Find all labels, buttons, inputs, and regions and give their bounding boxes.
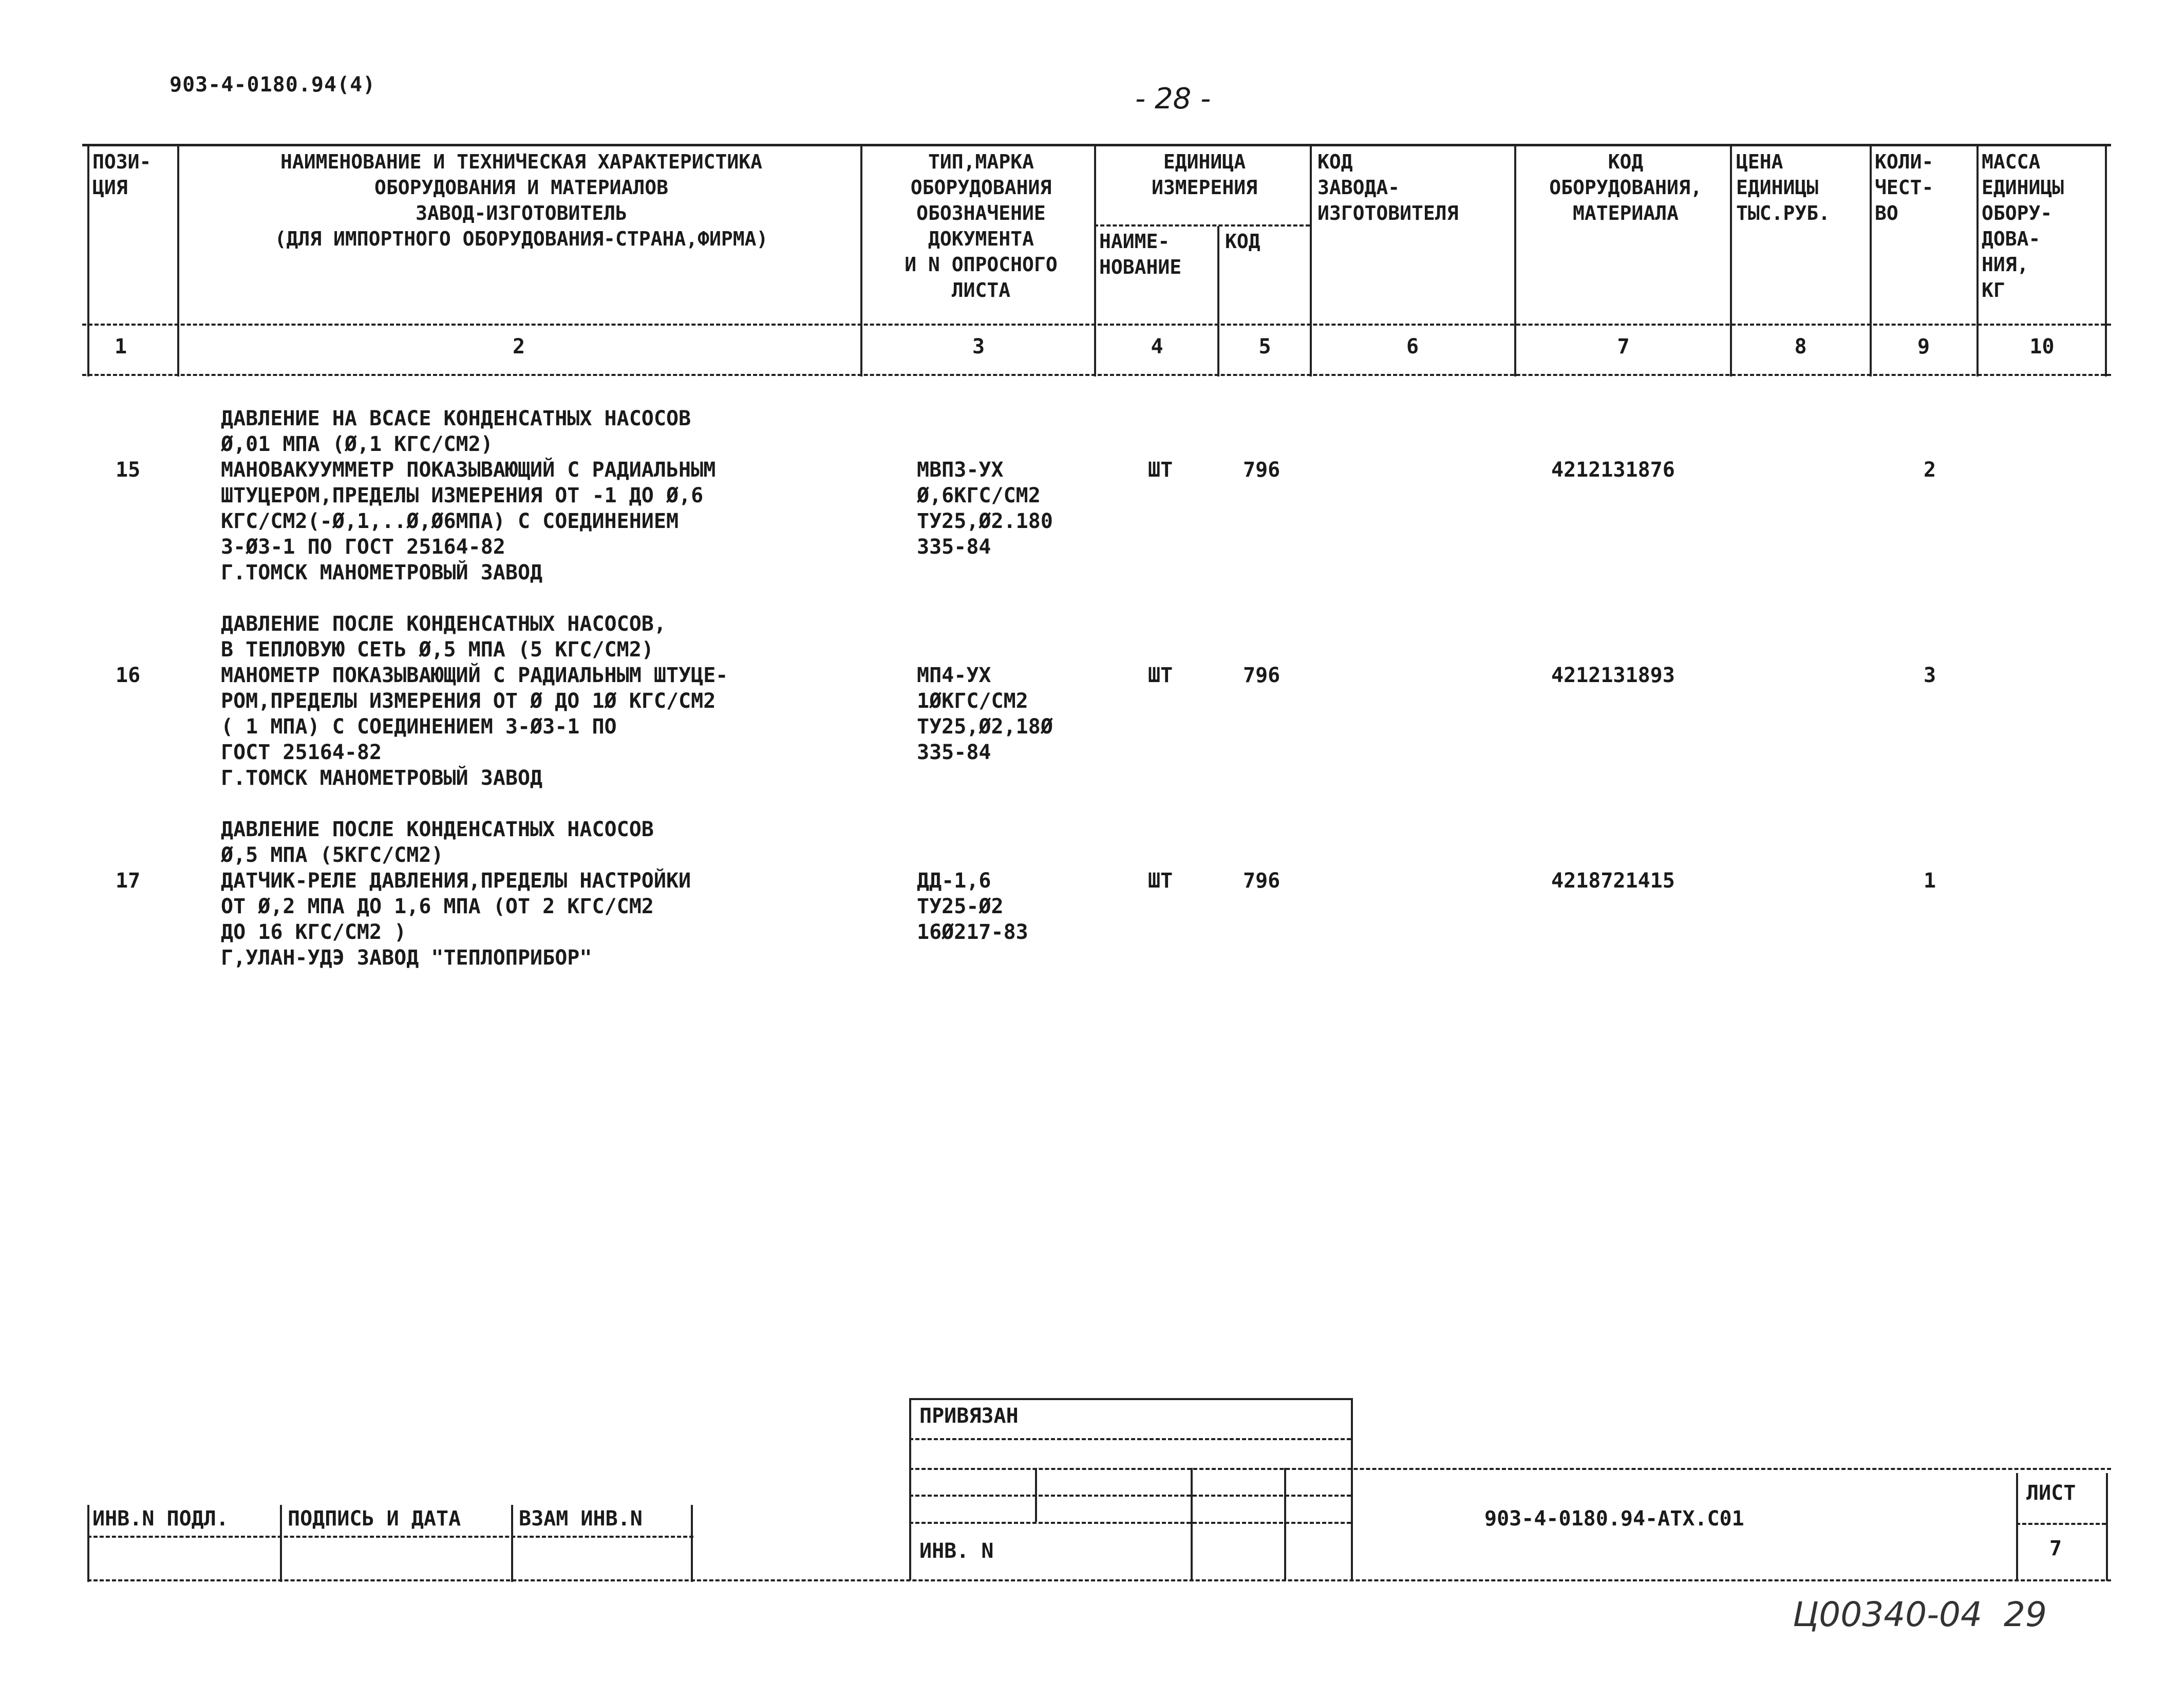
column-number: 2	[512, 335, 525, 359]
col-divider-10	[1976, 146, 1979, 376]
column-number: 8	[1794, 335, 1807, 359]
table-numbers-divider	[82, 374, 2111, 376]
col-divider-9	[1870, 146, 1872, 376]
row-quantity: 3	[1924, 664, 1936, 687]
col-divider-2	[177, 146, 179, 376]
signature-divider-3	[691, 1505, 693, 1582]
privyazan-divider-3	[1284, 1468, 1286, 1580]
privyazan-divider-1	[1035, 1468, 1037, 1522]
header-quantity: КОЛИ- ЧЕСТ- ВО	[1875, 150, 1934, 224]
sheet-number: 7	[2049, 1537, 2062, 1560]
privyazan-line-2	[909, 1468, 2111, 1470]
header-unit-code: КОД	[1225, 230, 1260, 253]
signature-date-label: ПОДПИСЬ И ДАТА	[288, 1507, 461, 1531]
privyazan-line-1	[909, 1438, 1351, 1440]
units-subdivider	[1094, 224, 1310, 227]
table-header-divider	[82, 324, 2111, 326]
inv-original-label: ИНВ.N ПОДЛ.	[92, 1507, 229, 1531]
header-type: ТИП,МАРКА ОБОРУДОВАНИЯ ОБОЗНАЧЕНИЕ ДОКУМЕНТА И N ОПРОСНОГО ЛИСТА	[905, 150, 1058, 301]
row-type: МВПЗ-УХ Ø,6КГС/СМ2 ТУ25,Ø2.180 335-84	[917, 458, 1053, 559]
row-type: МП4-УХ 1ØКГС/СМ2 ТУ25,Ø2,18Ø 335-84	[917, 664, 1053, 764]
row-description: ДАВЛЕНИЕ НА ВСАСЕ КОНДЕНСАТНЫХ НАСОСОВ Ø,01 МПА (Ø,1 КГС/СМ2) МАНОВАКУУММЕТР ПОКАЗЫВАЮЩИЙ С РАДИАЛЬНЫМ ШТУЦЕРОМ,ПРЕДЕЛЫ ИЗМЕРЕНИЯ ОТ -1 ДО Ø,6 КГС/СМ2(-Ø,1,..Ø,Ø6МПА) С СОЕДИНЕНИЕМ 3-Ø3-1 ПО ГОСТ 25164-82 Г.ТОМСК МАНОМЕТРОВЫЙ ЗАВОД	[221, 407, 716, 584]
header-unit-group: ЕДИНИЦА ИЗМЕРЕНИЯ	[1152, 150, 1257, 199]
handwritten-archive-number: Ц00340-04 29	[1793, 1595, 2047, 1634]
column-number: 5	[1258, 335, 1271, 359]
header-unit-name: НАИМЕ- НОВАНИЕ	[1099, 230, 1182, 278]
sheet-right-border	[2106, 1473, 2108, 1581]
col-divider-6	[1310, 146, 1312, 376]
row-position: 15	[116, 458, 141, 482]
col-divider-5	[1217, 226, 1219, 376]
row-material-code: 4212131876	[1551, 458, 1675, 482]
privyazan-label: ПРИВЯЗАН	[919, 1404, 1019, 1428]
column-number: 10	[2029, 335, 2055, 359]
row-quantity: 2	[1924, 458, 1936, 482]
document-code: 903-4-0180.94(4)	[170, 73, 376, 97]
header-mass: МАССА ЕДИНИЦЫ ОБОРУ- ДОВА- НИЯ, КГ	[1982, 150, 2064, 301]
row-position: 17	[116, 869, 141, 893]
privyazan-divider-2	[1191, 1468, 1193, 1580]
col-divider-3	[860, 146, 862, 376]
column-number: 6	[1406, 335, 1419, 359]
row-description: ДАВЛЕНИЕ ПОСЛЕ КОНДЕНСАТНЫХ НАСОСОВ Ø,5 МПА (5КГС/СМ2) ДАТЧИК-РЕЛЕ ДАВЛЕНИЯ,ПРЕДЕЛЫ НАСТРОЙКИ ОТ Ø,2 МПА ДО 1,6 МПА (ОТ 2 КГС/СМ2 ДО 16 КГС/СМ2 ) Г,УЛАН-УДЭ ЗАВОД "ТЕПЛОПРИБОР"	[221, 818, 691, 970]
signature-divider-1	[280, 1505, 282, 1582]
privyazan-right-border	[1351, 1398, 1353, 1580]
column-number: 9	[1917, 335, 1930, 359]
header-material-code: КОД ОБОРУДОВАНИЯ, МАТЕРИАЛА	[1549, 150, 1702, 224]
row-position: 16	[116, 664, 141, 687]
signature-divider-0	[87, 1505, 89, 1582]
signature-divider-2	[511, 1505, 513, 1582]
col-divider-1	[87, 146, 89, 376]
column-number: 7	[1617, 335, 1630, 359]
row-material-code: 4212131893	[1551, 664, 1675, 687]
sheet-left-border	[2016, 1473, 2018, 1581]
header-description: НАИМЕНОВАНИЕ И ТЕХНИЧЕСКАЯ ХАРАКТЕРИСТИКА ОБОРУДОВАНИЯ И МАТЕРИАЛОВ ЗАВОД-ИЗГОТОВИТЕЛЬ (ДЛЯ ИМПОРТНОГО ОБОРУДОВАНИЯ-СТРАНА,ФИРМА)	[274, 150, 768, 250]
row-description: ДАВЛЕНИЕ ПОСЛЕ КОНДЕНСАТНЫХ НАСОСОВ, В ТЕПЛОВУЮ СЕТЬ Ø,5 МПА (5 КГС/СМ2) МАНОМЕТР ПОКАЗЫВАЮЩИЙ С РАДИАЛЬНЫМ ШТУЦЕ- РОМ,ПРЕДЕЛЫ ИЗМЕРЕНИЯ ОТ Ø ДО 1Ø КГС/СМ2 ( 1 МПА) С СОЕДИНЕНИЕМ 3-Ø3-1 ПО ГОСТ 25164-82 Г.ТОМСК МАНОМЕТРОВЫЙ ЗАВОД	[221, 612, 728, 790]
replacement-inv-label: ВЗАМ ИНВ.N	[519, 1507, 643, 1531]
row-unit-code: 796	[1243, 458, 1281, 482]
sheet-divider	[2016, 1523, 2106, 1525]
row-material-code: 4218721415	[1551, 869, 1675, 893]
row-type: ДД-1,6 ТУ25-Ø2 16Ø217-83	[917, 869, 1028, 944]
column-number: 3	[972, 335, 985, 359]
row-unit: ШТ	[1148, 664, 1173, 687]
bottom-border	[87, 1579, 2111, 1581]
col-divider-7	[1514, 146, 1516, 376]
row-unit-code: 796	[1243, 869, 1281, 893]
inv-n-label: ИНВ. N	[919, 1539, 994, 1563]
header-factory-code: КОД ЗАВОДА- ИЗГОТОВИТЕЛЯ	[1317, 150, 1459, 224]
table-top-border	[82, 144, 2111, 146]
col-divider-4	[1094, 146, 1096, 376]
column-number: 1	[114, 335, 127, 359]
privyazan-top-border	[909, 1398, 1351, 1400]
document-designation: 903-4-0180.94-АТХ.С01	[1484, 1507, 1744, 1531]
col-divider-11	[2105, 146, 2107, 376]
privyazan-left-border	[909, 1398, 911, 1580]
header-position: ПОЗИ- ЦИЯ	[92, 150, 152, 199]
row-unit-code: 796	[1243, 664, 1281, 687]
header-price: ЦЕНА ЕДИНИЦЫ ТЫС.РУБ.	[1736, 150, 1831, 224]
row-unit: ШТ	[1148, 458, 1173, 482]
sheet-label: ЛИСТ	[2026, 1481, 2076, 1505]
column-number: 4	[1151, 335, 1163, 359]
row-quantity: 1	[1924, 869, 1936, 893]
page-number: - 28 -	[1135, 82, 1211, 116]
signature-line-1	[87, 1536, 693, 1538]
row-unit: ШТ	[1148, 869, 1173, 893]
